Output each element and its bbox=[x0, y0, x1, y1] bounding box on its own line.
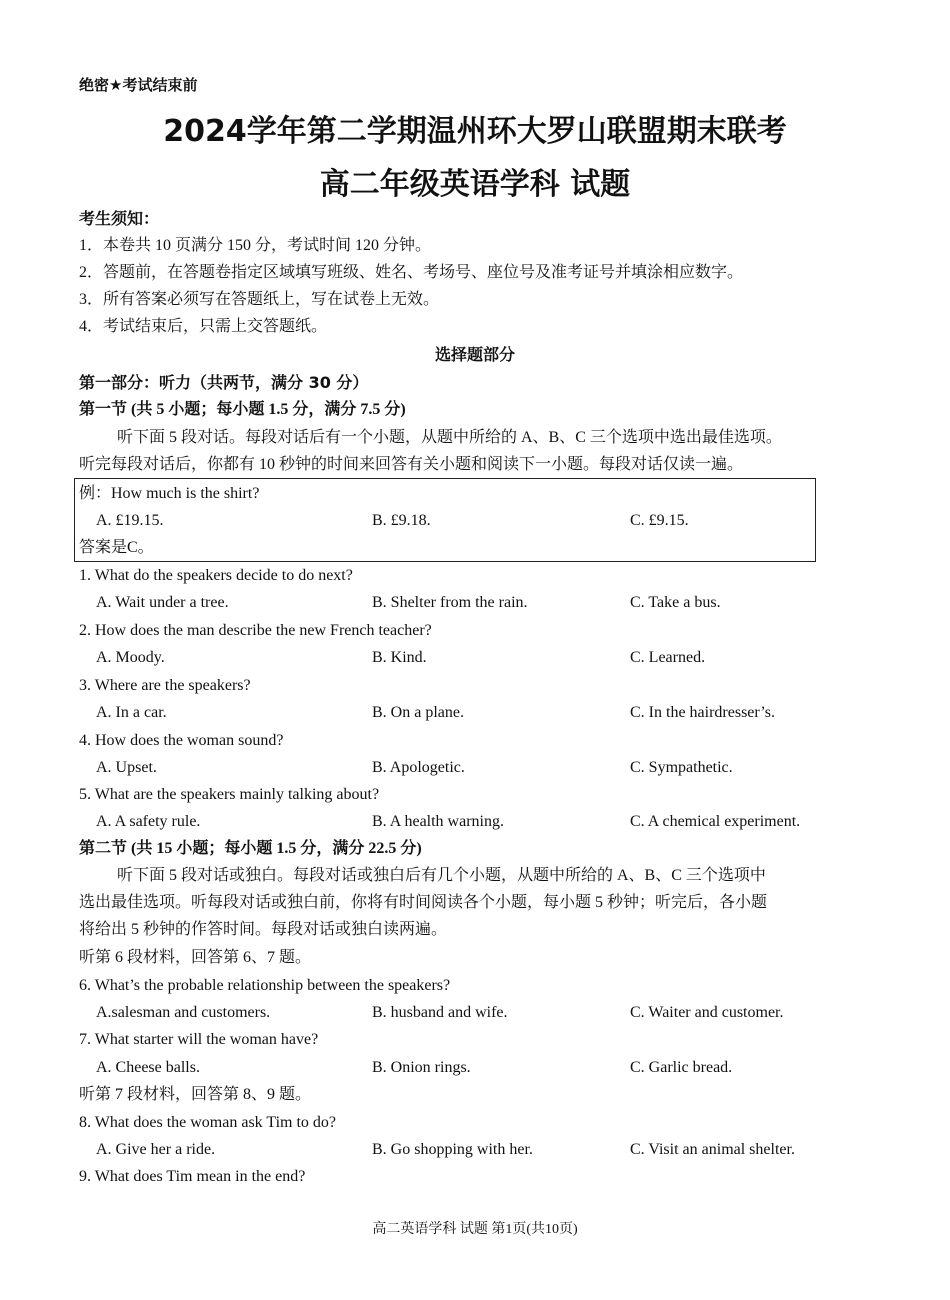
q1-option-a: A. Wait under a tree. bbox=[96, 594, 229, 611]
section1-instructions: 听完每段对话后，你都有 10 秒钟的时间来回答有关小题和阅读下一小题。每段对话仅读一遍。 bbox=[79, 456, 744, 473]
example-option-b: B. £9.18. bbox=[372, 512, 431, 529]
question-5: 5. What are the speakers mainly talking about? bbox=[79, 786, 380, 803]
notice-item: 4．考试结束后，只需上交答题纸。 bbox=[79, 318, 328, 335]
q5-option-a: A. A safety rule. bbox=[96, 813, 201, 830]
q4-option-c: C. Sympathetic. bbox=[630, 759, 733, 776]
part1-heading: 第一部分：听力（共两节，满分 30 分） bbox=[79, 373, 369, 392]
example-option-a: A. £19.15. bbox=[96, 512, 164, 529]
q7-option-a: A. Cheese balls. bbox=[96, 1059, 200, 1076]
q4-option-a: A. Upset. bbox=[96, 759, 157, 776]
question-1: 1. What do the speakers decide to do next? bbox=[79, 567, 353, 584]
section2-instructions: 选出最佳选项。听每段对话或独白前，你将有时间阅读各个小题，每小题 5 秒钟；听完后，各小题 bbox=[79, 894, 768, 911]
question-2: 2. How does the man describe the new French teacher? bbox=[79, 622, 432, 639]
question-7: 7. What starter will the woman have? bbox=[79, 1031, 319, 1048]
q2-option-a: A. Moody. bbox=[96, 649, 165, 666]
example-option-c: C. £9.15. bbox=[630, 512, 689, 529]
q5-option-b: B. A health warning. bbox=[372, 813, 504, 830]
section1-instructions: 听下面 5 段对话。每段对话后有一个小题，从题中所给的 A、B、C 三个选项中选出最佳选项。 bbox=[117, 429, 782, 446]
q6-option-b: B. husband and wife. bbox=[372, 1004, 508, 1021]
section2-heading: 第二节 (共 15 小题；每小题 1.5 分，满分 22.5 分) bbox=[79, 840, 422, 857]
q7-option-c: C. Garlic bread. bbox=[630, 1059, 733, 1076]
section-label: 选择题部分 bbox=[434, 345, 515, 364]
q7-option-b: B. Onion rings. bbox=[372, 1059, 471, 1076]
confidential-label: 绝密★考试结束前 bbox=[79, 76, 198, 94]
notice-item: 1．本卷共 10 页满分 150 分，考试时间 120 分钟。 bbox=[79, 237, 432, 254]
question-4: 4. How does the woman sound? bbox=[79, 732, 284, 749]
q8-option-c: C. Visit an animal shelter. bbox=[630, 1141, 795, 1158]
question-6: 6. What’s the probable relationship between the speakers? bbox=[79, 977, 451, 994]
q3-option-c: C. In the hairdresser’s. bbox=[630, 704, 775, 721]
q1-option-c: C. Take a bus. bbox=[630, 594, 721, 611]
page-footer: 高二英语学科 试题 第1页(共10页) bbox=[372, 1222, 578, 1237]
exam-subtitle: 高二年级英语学科 试题 bbox=[319, 167, 631, 202]
q6-option-a: A.salesman and customers. bbox=[96, 1004, 271, 1021]
q3-option-b: B. On a plane. bbox=[372, 704, 464, 721]
q6-option-c: C. Waiter and customer. bbox=[630, 1004, 784, 1021]
section1-heading: 第一节 (共 5 小题；每小题 1.5 分，满分 7.5 分) bbox=[79, 401, 406, 418]
material-cue-6: 听第 6 段材料，回答第 6、7 题。 bbox=[79, 949, 312, 966]
notice-item: 2．答题前，在答题卷指定区域填写班级、姓名、考场号、座位号及准考证号并填涂相应数字。 bbox=[79, 264, 744, 281]
example-question: 例：How much is the shirt? bbox=[79, 485, 260, 502]
q8-option-b: B. Go shopping with her. bbox=[372, 1141, 533, 1158]
q3-option-a: A. In a car. bbox=[96, 704, 167, 721]
q5-option-c: C. A chemical experiment. bbox=[630, 813, 801, 830]
section2-instructions: 将给出 5 秒钟的作答时间。每段对话或独白读两遍。 bbox=[79, 921, 448, 938]
q4-option-b: B. Apologetic. bbox=[372, 759, 465, 776]
material-cue-7: 听第 7 段材料，回答第 8、9 题。 bbox=[79, 1086, 312, 1103]
q2-option-c: C. Learned. bbox=[630, 649, 706, 666]
notice-heading: 考生须知： bbox=[79, 209, 160, 228]
question-8: 8. What does the woman ask Tim to do? bbox=[79, 1114, 337, 1131]
notice-item: 3．所有答案必须写在答题纸上，写在试卷上无效。 bbox=[79, 291, 440, 308]
question-3: 3. Where are the speakers? bbox=[79, 677, 251, 694]
example-answer: 答案是C。 bbox=[79, 539, 154, 556]
exam-title: 2024学年第二学期温州环大罗山联盟期末联考 bbox=[163, 114, 787, 149]
section2-instructions: 听下面 5 段对话或独白。每段对话或独白后有几个小题，从题中所给的 A、B、C 三个选项中 bbox=[117, 867, 766, 884]
question-9: 9. What does Tim mean in the end? bbox=[79, 1168, 306, 1185]
q1-option-b: B. Shelter from the rain. bbox=[372, 594, 528, 611]
q8-option-a: A. Give her a ride. bbox=[96, 1141, 216, 1158]
q2-option-b: B. Kind. bbox=[372, 649, 427, 666]
